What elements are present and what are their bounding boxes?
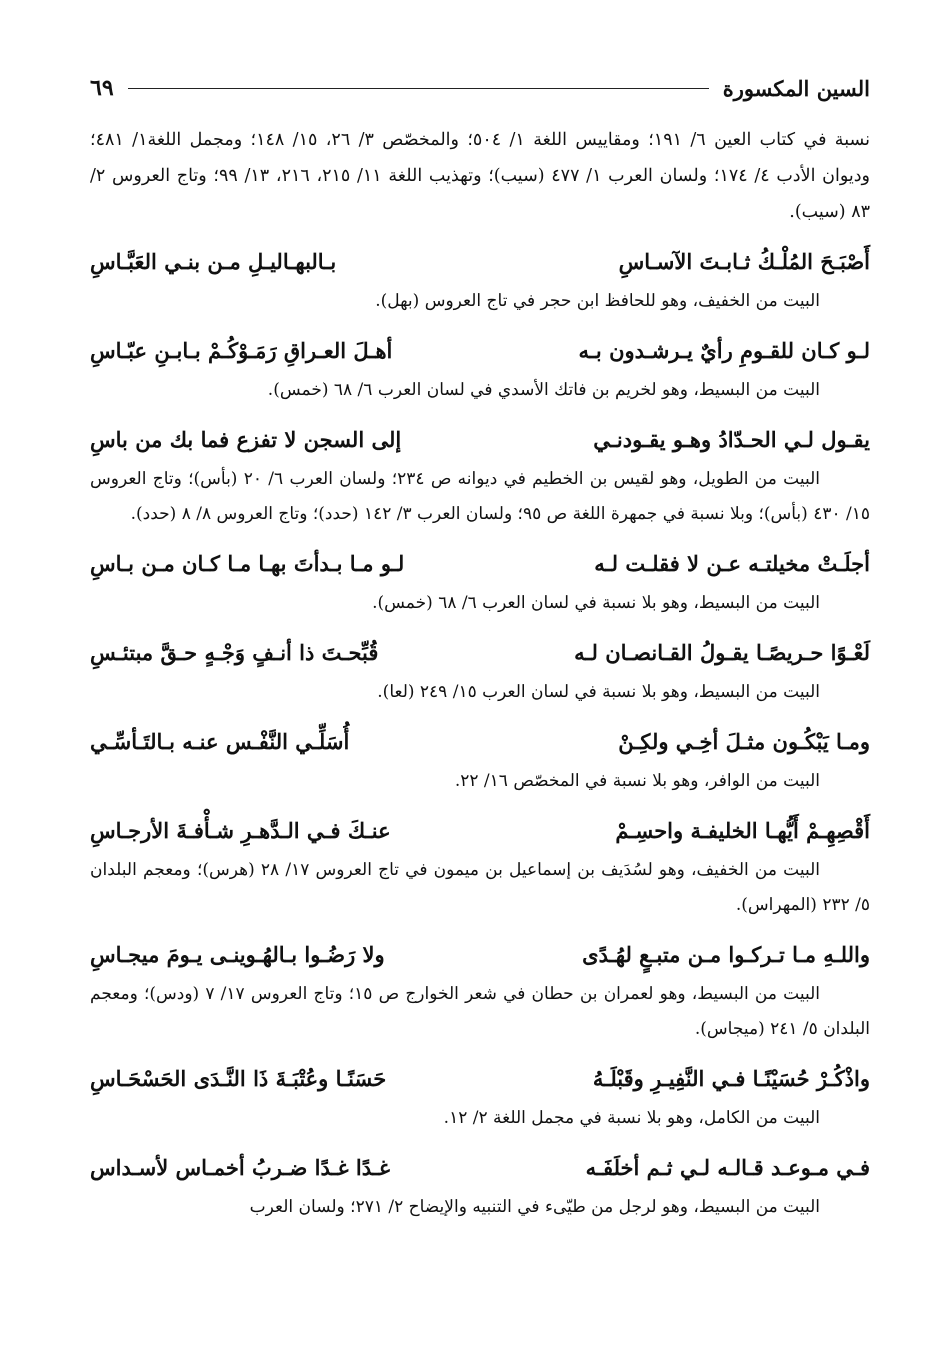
verse-entry — [90, 631, 870, 710]
verse — [90, 418, 870, 462]
verse — [90, 240, 870, 284]
verse-first-hemistich: أَصْبَـحَ المُلْـكُ ثـابـتَ الآسـاسِ — [618, 249, 870, 274]
verse-second-hemistich: عنـكَ فـي الـدَّهـرِ شـأْفـةَ الأرجـاسِ — [90, 818, 391, 843]
verse-entry — [90, 418, 870, 532]
verse-first-hemistich: لَعْـوًا حـريصًـا يقـولُ القـانصـان لـه — [574, 640, 870, 665]
verse-first-hemistich: أَقْصِهِـمْ أَيُّهـا الخليفـة واحسِـمْ — [615, 818, 870, 843]
header-rule — [128, 88, 709, 89]
verse-first-hemistich: واذْكُـرْ حُسَيْنًـا فـي النَّفِيـرِ وقَبْلَـهُ — [592, 1066, 870, 1091]
verse — [90, 933, 870, 977]
verse-note: البيت من الطويل، وهو لقيس بن الخطيم في ديوانه ص ٢٣٤؛ ولسان العرب ٦/ ٢٠ (بأس)؛ وتاج العروس ١٥/ ٤٣٠ (بأس)؛ وبلا نسبة في جمهرة اللغة ص ٩٥؛ ولسان العرب ٣/ ١٤٢ (حدد)؛ وتاج العروس ٨/ ٨ (حدد). — [90, 469, 870, 524]
verse-first-hemistich: فـي مـوعـد قـالـه لـي ثـم أخلَفَـه — [585, 1155, 870, 1180]
verse-second-hemistich: أهـلَ العـراقِ رَمَـوْكُـمْ بـابـنِ عبّـاسِ — [90, 338, 393, 363]
verse-entry — [90, 542, 870, 621]
verse — [90, 631, 870, 675]
verse — [90, 809, 870, 853]
verse-first-hemistich: لـو كـان للقـومِ رأيٌ يـرشـدون بـه — [578, 338, 870, 363]
verse-note: البيت من البسيط، وهو لرجل من طيّىء في التنبيه والإيضاح ٢/ ٢٧١؛ ولسان العرب — [249, 1197, 820, 1217]
verse-second-hemistich: ولا رَضُـوا بـالهُـوينـى يـومَ ميجـاسِ — [90, 942, 385, 967]
entries-list — [90, 240, 870, 1225]
verse-first-hemistich: واللـهِ مـا تـركـوا مـن متبـعٍ لهُـدًى — [582, 942, 870, 967]
verse-entry — [90, 933, 870, 1047]
verse-second-hemistich: إلى السجن لا تفزع فما بك من باسِ — [90, 427, 402, 452]
verse-note: البيت من البسيط، وهو بلا نسبة في لسان العرب ٦/ ٦٨ (خمس). — [372, 593, 820, 613]
verse-second-hemistich: لـو مـا بـدأتَ بهـا مـا كـان مـن بـاسِ — [90, 551, 405, 576]
verse — [90, 329, 870, 373]
verse-entry — [90, 1146, 870, 1225]
verse-first-hemistich: أجلَـتْ مخيلتـه عـن لا فقلـت لـه — [594, 551, 870, 576]
verse-entry — [90, 240, 870, 319]
verse — [90, 1057, 870, 1101]
verse-entry — [90, 1057, 870, 1136]
verse-note: البيت من الكامل، وهو بلا نسبة في مجمل اللغة ٢/ ١٢. — [443, 1108, 820, 1128]
verse-first-hemistich: ومـا يَبْكُـون مثـلَ أخِـي ولكِـنْ — [618, 729, 870, 754]
verse — [90, 720, 870, 764]
verse-second-hemistich: قُبِّحـتَ ذا أنـفٍ وَجْـهٍ حـقَّ مبتئـسِ — [90, 640, 379, 665]
verse-second-hemistich: حَسَنًـا وعُتْبَـةَ ذَا النَّـدَى الحَسْحَـاسِ — [90, 1066, 387, 1091]
verse-second-hemistich: أُسَلِّـي النَّفْـس عنـه بـالتَـأسِّـي — [90, 729, 350, 754]
verse — [90, 542, 870, 586]
verse-first-hemistich: يقـول لـي الحـدّادُ وهـو يقـودنـي — [593, 427, 870, 452]
verse — [90, 1146, 870, 1190]
verse-entry — [90, 329, 870, 408]
verse-note: البيت من الوافر، وهو بلا نسبة في المخصّص ١٦/ ٢٢. — [454, 771, 820, 791]
verse-note: البيت من الخفيف، وهو للحافظ ابن حجر في تاج العروس (بهل). — [375, 291, 820, 311]
verse-second-hemistich: غـدًا غـدًا ضـربُ أخمـاس لأسـداس — [90, 1155, 390, 1180]
verse-note: البيت من البسيط، وهو بلا نسبة في لسان العرب ١٥/ ٢٤٩ (لعا). — [377, 682, 820, 702]
verse-second-hemistich: بـالبهـاليـلِ مـن بنـي العَبَّـاسِ — [90, 249, 337, 274]
verse-note: البيت من البسيط، وهو لعمران بن حطان في شعر الخوارج ص ١٥؛ وتاج العروس ١٧/ ٧ (ودس)؛ ومعجم البلدان ٥/ ٢٤١ (ميجاس). — [90, 984, 870, 1039]
page-header — [90, 68, 870, 108]
page-number: ٦٩ — [90, 75, 114, 101]
running-title: السين المكسورة — [722, 75, 870, 101]
verse-note: البيت من الخفيف، وهو لسُدَيف بن إسماعيل بن ميمون في تاج العروس ١٧/ ٢٨ (هرس)؛ ومعجم البلدان ٥/ ٢٣٢ (المهراس). — [90, 860, 870, 915]
intro-paragraph: نسبة في كتاب العين ٦/ ١٩١؛ ومقاييس اللغة ١/ ٥٠٤؛ والمخصّص ٣/ ٢٦، ١٥/ ١٤٨؛ ومجمل اللغة١/ ٤٨١؛ وديوان الأدب ٤/ ١٧٤؛ ولسان العرب ١/ ٤٧٧ (سيب)؛ وتهذيب اللغة ١١/ ٢١٥، ٢١٦، ١٣/ ٩٩؛ وتاج العروس ٢/ ٨٣ (سيب). — [90, 130, 870, 222]
verse-entry — [90, 809, 870, 923]
verse-note: البيت من البسيط، وهو لخريم بن فاتك الأسدي في لسان العرب ٦/ ٦٨ (خمس). — [267, 380, 820, 400]
verse-entry — [90, 720, 870, 799]
